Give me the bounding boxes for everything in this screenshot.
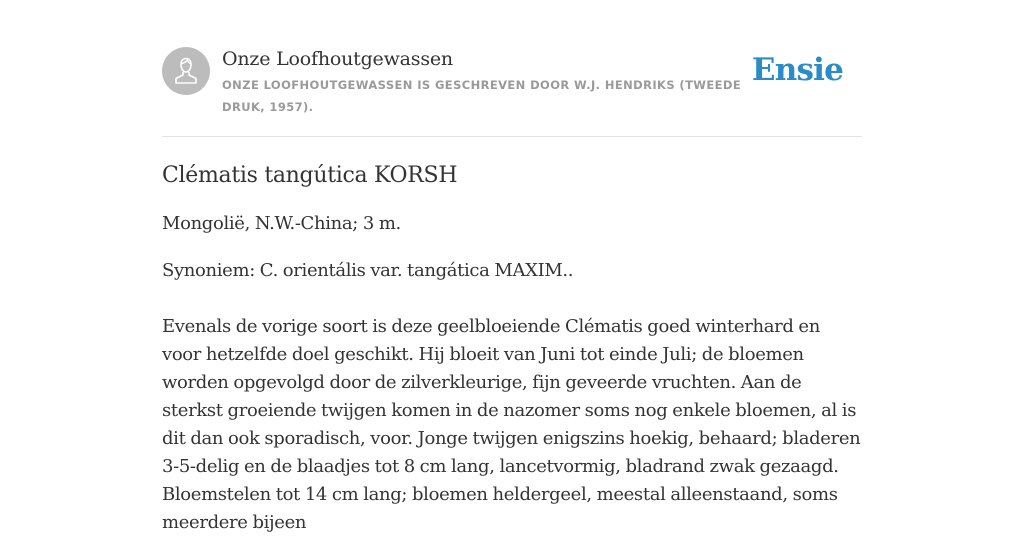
article-synonym: Synoniem: C. orientális var. tangática MAXIM.. (162, 260, 574, 281)
article-title: Clématis tangútica KORSH (162, 163, 458, 188)
publication-description: ONZE LOOFHOUTGEWASSEN IS GESCHREVEN DOOR W.J. HENDRIKS (TWEEDE DRUK, 1957). (222, 78, 742, 114)
ensie-logo[interactable]: Ensie (751, 52, 843, 88)
avatar[interactable] (162, 47, 210, 95)
article (162, 137, 862, 537)
publication-info (222, 47, 752, 118)
page (162, 0, 862, 533)
publication-header (162, 0, 862, 137)
publication-title[interactable]: Onze Loofhoutgewassen (222, 48, 453, 70)
article-body: Evenals de vorige soort is deze geelbloeiende Clématis goed winterhard en voor hetzelfde doel geschikt. Hij bloeit van Juni tot einde Juli; de bloemen worden opgevolgd door de zilverkleurige, fijn geveerde vruchten. Aan de sterkst groeiende twijgen komen in de nazomer soms nog enkele bloemen, al is dit dan ook sporadisch, voor. Jonge twijgen enigszins hoekig, behaard; bladeren 3-5-delig en de blaadjes tot 8 cm lang, lancetvormig, bladrand zwak gezaagd. Bloemstelen tot 14 cm lang; bloemen heldergeel, meestal alleenstaand, soms meerdere bijeen (162, 316, 861, 533)
user-silhouette-icon (162, 47, 210, 95)
article-origin: Mongolië, N.W.-China; 3 m. (162, 213, 401, 234)
